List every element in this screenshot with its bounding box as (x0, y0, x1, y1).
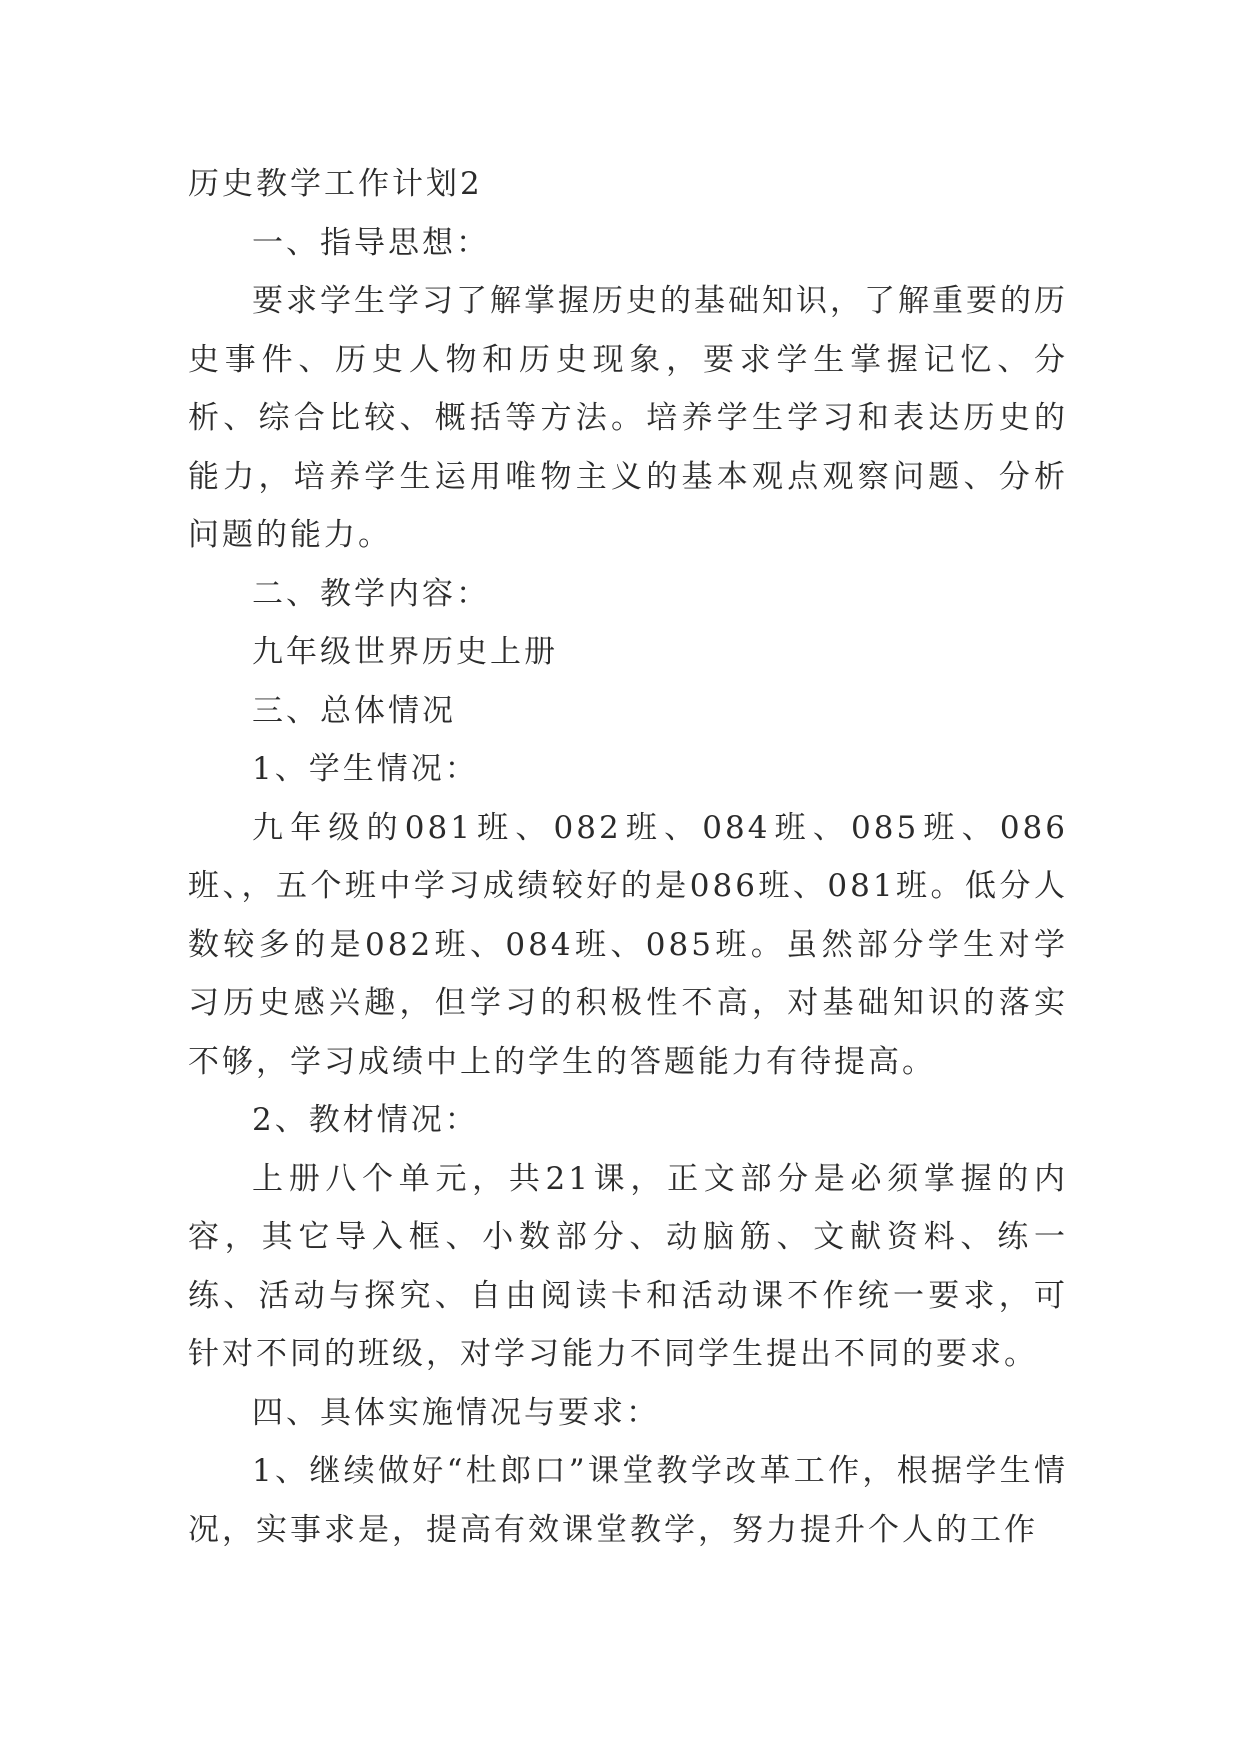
paragraph-guiding-thought: 要求学生学习了解掌握历史的基础知识，了解重要的历史事件、历史人物和历史现象，要求学生掌握记忆、分析、综合比较、概括等方法。培养学生学习和表达历史的能力，培养学生运用唯物主义的基本观点观察问题、分析问题的能力。 (188, 283, 1068, 553)
paragraph-textbook-situation: 上册八个单元，共21课，正文部分是必须掌握的内容，其它导入框、小数部分、动脑筋、文献资料、练一练、活动与探究、自由阅读卡和活动课不作统一要求，可针对不同的班级，对学习能力不同学生提出不同的要求。 (188, 1160, 1068, 1372)
section-heading-overall-situation: 三、总体情况 (252, 692, 456, 729)
document-body (188, 155, 1068, 1559)
subheading-student-situation: 1、学生情况： (252, 751, 479, 787)
paragraph-student-situation: 九年级的081班、082班、084班、085班、086班、，五个班中学习成绩较好的是086班、081班。低分人数较多的是082班、084班、085班。虽然部分学生对学习历史感兴趣，但学习的积极性不高，对基础知识的落实不够，学习成绩中上的学生的答题能力有待提高。 (188, 809, 1068, 1080)
paragraph-teaching-content: 九年级世界历史上册 (252, 634, 558, 670)
section-heading-guiding-thought: 一、指导思想： (252, 224, 490, 261)
section-heading-implementation: 四、具体实施情况与要求： (252, 1394, 660, 1431)
section-heading-teaching-content: 二、教学内容： (252, 575, 490, 612)
subheading-textbook-situation: 2、教材情况： (252, 1102, 479, 1138)
document-title: 历史教学工作计划2 (188, 166, 483, 202)
paragraph-implementation-1: 1、继续做好“杜郎口”课堂教学改革工作，根据学生情况，实事求是，提高有效课堂教学，努力提升个人的工作 (188, 1453, 1068, 1548)
